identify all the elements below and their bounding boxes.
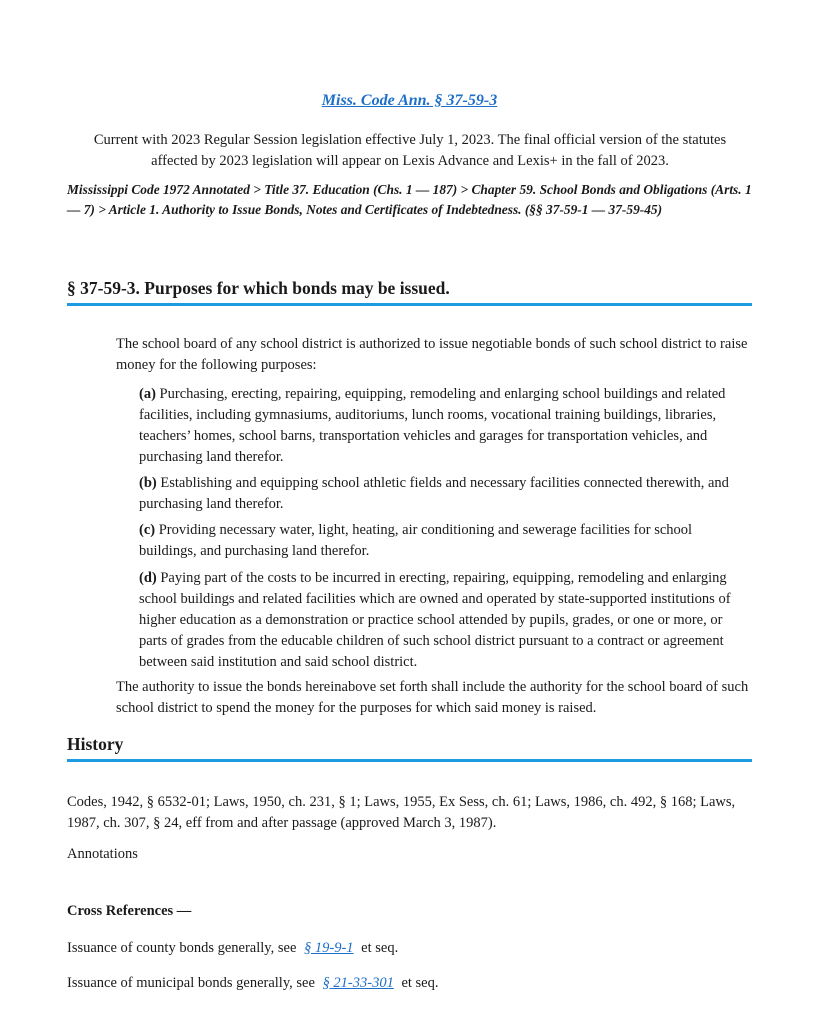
subsection-letter: (d) — [139, 570, 157, 586]
cross-reference-link[interactable]: § 21-33-301 — [322, 975, 394, 991]
subsection-b — [139, 473, 751, 515]
cross-reference-county — [67, 940, 398, 957]
intro-paragraph: The school board of any school district is authorized to issue negotiable bonds of such school district to raise money for the following purposes: — [116, 336, 748, 373]
cross-reference-link[interactable]: § 19-9-1 — [304, 940, 354, 956]
cross-reference-prefix: Issuance of county bonds generally, see — [67, 940, 297, 956]
subsection-text: Providing necessary water, light, heating, air conditioning and sewerage facilities for school buildings, and purchasing land therefor. — [139, 522, 693, 559]
subsection-letter: (b) — [139, 475, 157, 491]
cross-reference-municipal — [67, 975, 439, 992]
subsection-letter: (c) — [139, 522, 156, 538]
subsection-text: Establishing and equipping school athletic fields and necessary facilities connected therewith, and purchasing land therefor. — [139, 475, 729, 512]
cross-reference-suffix: et seq. — [361, 940, 399, 956]
cross-references-heading: Cross References — — [67, 903, 192, 919]
subsection-text: Paying part of the costs to be incurred in erecting, repairing, equipping, remodeling and enlarging school buildings and related facilities which are owned and operated by state-supported institutions of higher education as a demonstration or practice school attended by pupils, grades, or one or more, or parts of grades from the educable children of such school district pursuant to a contract or agreement between said institution and said school district. — [139, 570, 731, 670]
subsection-d — [139, 568, 751, 673]
annotations-label: Annotations — [67, 846, 138, 862]
history-text: Codes, 1942, § 6532-01; Laws, 1950, ch. 231, § 1; Laws, 1955, Ex Sess, ch. 61; Laws, 1986, ch. 492, § 168; Laws, 1987, ch. 307, § 24, eff from and after passage (approved March 3, 1987). — [67, 794, 736, 831]
closing-paragraph: The authority to issue the bonds hereinabove set forth shall include the authority for the school board of such school district to spend the money for the purposes for which said money is raised. — [116, 679, 749, 716]
history-heading: History — [67, 734, 752, 762]
breadcrumb: Mississippi Code 1972 Annotated > Title 37. Education (Chs. 1 — 187) > Chapter 59. School Bonds and Obligations (Arts. 1 — 7) > Article 1. Authority to Issue Bonds, Notes and Certificates of Indebtedness. (§§ 37-59-1 — 37-59-45) — [67, 182, 752, 217]
subsection-text: Purchasing, erecting, repairing, equipping, remodeling and enlarging school buildings and related facilities, including gymnasiums, auditoriums, lunch rooms, vocational training buildings, libraries, teachers’ homes, school barns, transportation vehicles and garages for transportation vehicles, and purchasing land therefor. — [139, 386, 726, 465]
subsection-letter: (a) — [139, 386, 156, 402]
subsection-c — [139, 520, 751, 562]
subsection-a — [139, 384, 751, 468]
cross-reference-suffix: et seq. — [401, 975, 439, 991]
citation-link[interactable]: Miss. Code Ann. § 37-59-3 — [321, 92, 498, 109]
cross-reference-prefix: Issuance of municipal bonds generally, see — [67, 975, 315, 991]
currency-note: Current with 2023 Regular Session legislation effective July 1, 2023. The final official version of the statutes affected by 2023 legislation will appear on Lexis Advance and Lexis+ in the fall of 2023. — [93, 132, 727, 169]
section-heading: § 37-59-3. Purposes for which bonds may be issued. — [67, 278, 752, 306]
citation-title — [0, 92, 819, 110]
